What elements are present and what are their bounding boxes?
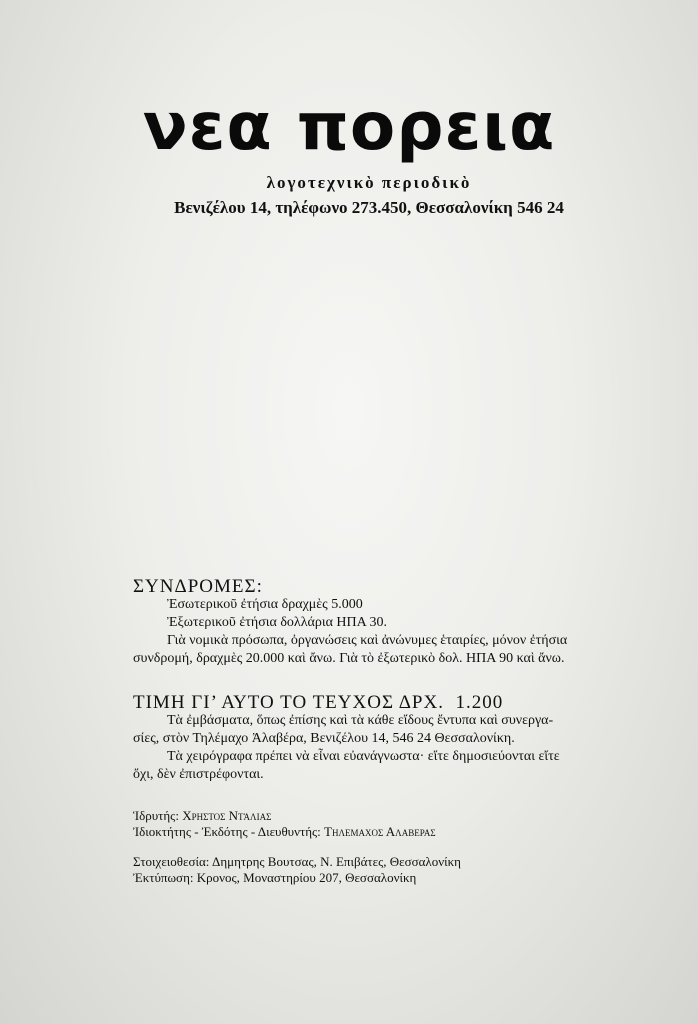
owner-line — [133, 824, 673, 840]
founder-name: Χρηστος Ντάλιας — [182, 808, 272, 823]
printing-value: Κρονος, Μοναστηρίου 207, Θεσσαλονίκη — [196, 870, 417, 885]
founder-label: Ἱδρυτής: — [133, 808, 179, 823]
price-section — [133, 694, 673, 784]
owner-label: Ἰδιοκτήτης - Ἐκδότης - Διευθυντής: — [133, 824, 321, 839]
typesetting-line — [133, 854, 673, 870]
price-heading: ΤΙΜΗ ΓΙ’ ΑΥΤΟ ΤΟ ΤΕΥΧΟΣ ΔΡΧ. 1.200 — [133, 692, 504, 713]
domestic-rate: Ἐσωτερικοῦ ἐτήσια δραχμὲς 5.000 — [167, 597, 363, 612]
manuscripts-line1: Τὰ χειρόγραφα πρέπει νὰ εἶναι εὐανάγνωστα· εἴτε δημοσιεύονται εἴτε — [167, 749, 560, 764]
printing-label: Ἐκτύπωση: — [133, 870, 194, 885]
remittance-line1: Τὰ ἐμβάσματα, ὅπως ἐπίσης καὶ τὰ κάθε εἴδους ἔντυπα καὶ συνεργα- — [167, 713, 554, 728]
owner-name: Τηλεμαχος Αλαβερας — [324, 824, 436, 839]
manuscripts-line2: ὄχι, δὲν ἐπιστρέφονται. — [133, 767, 264, 782]
subtitle: λογοτεχνικὸ περιοδικὸ — [266, 173, 472, 192]
subscriptions-section — [133, 578, 673, 668]
legal-entities-line2: συνδρομή, δραχμὲς 20.000 καὶ ἄνω. Γιὰ τὸ ἐξωτερικὸ δολ. ΗΠΑ 90 καὶ ἄνω. — [133, 651, 565, 666]
typesetting-label: Στοιχειοθεσία: — [133, 854, 210, 869]
remittance-line2: σίες, στὸν Τηλέμαχο Ἀλαβέρα, Βενιζέλου 14, 546 24 Θεσσαλονίκη. — [133, 731, 515, 746]
founder-line — [133, 808, 673, 824]
printing-line — [133, 870, 673, 886]
subscriptions-heading: ΣΥΝΔΡΟΜΕΣ: — [133, 576, 263, 597]
legal-entities-line1: Γιὰ νομικὰ πρόσωπα, ὀργανώσεις καὶ ἀνώνυμες ἑταιρίες, μόνον ἐτήσια — [167, 633, 568, 648]
foreign-rate: Ἐξωτερικοῦ ἐτήσια δολλάρια ΗΠΑ 30. — [167, 615, 387, 630]
masthead-title: νεα πορεια — [142, 88, 556, 165]
address-line: Βενιζέλου 14, τηλέφωνο 273.450, Θεσσαλονίκη 546 24 — [174, 198, 564, 217]
credits-section — [133, 808, 673, 886]
typesetting-value: Δημητρης Βουτσας, Ν. Επιβάτες, Θεσσαλονίκη — [211, 854, 461, 869]
